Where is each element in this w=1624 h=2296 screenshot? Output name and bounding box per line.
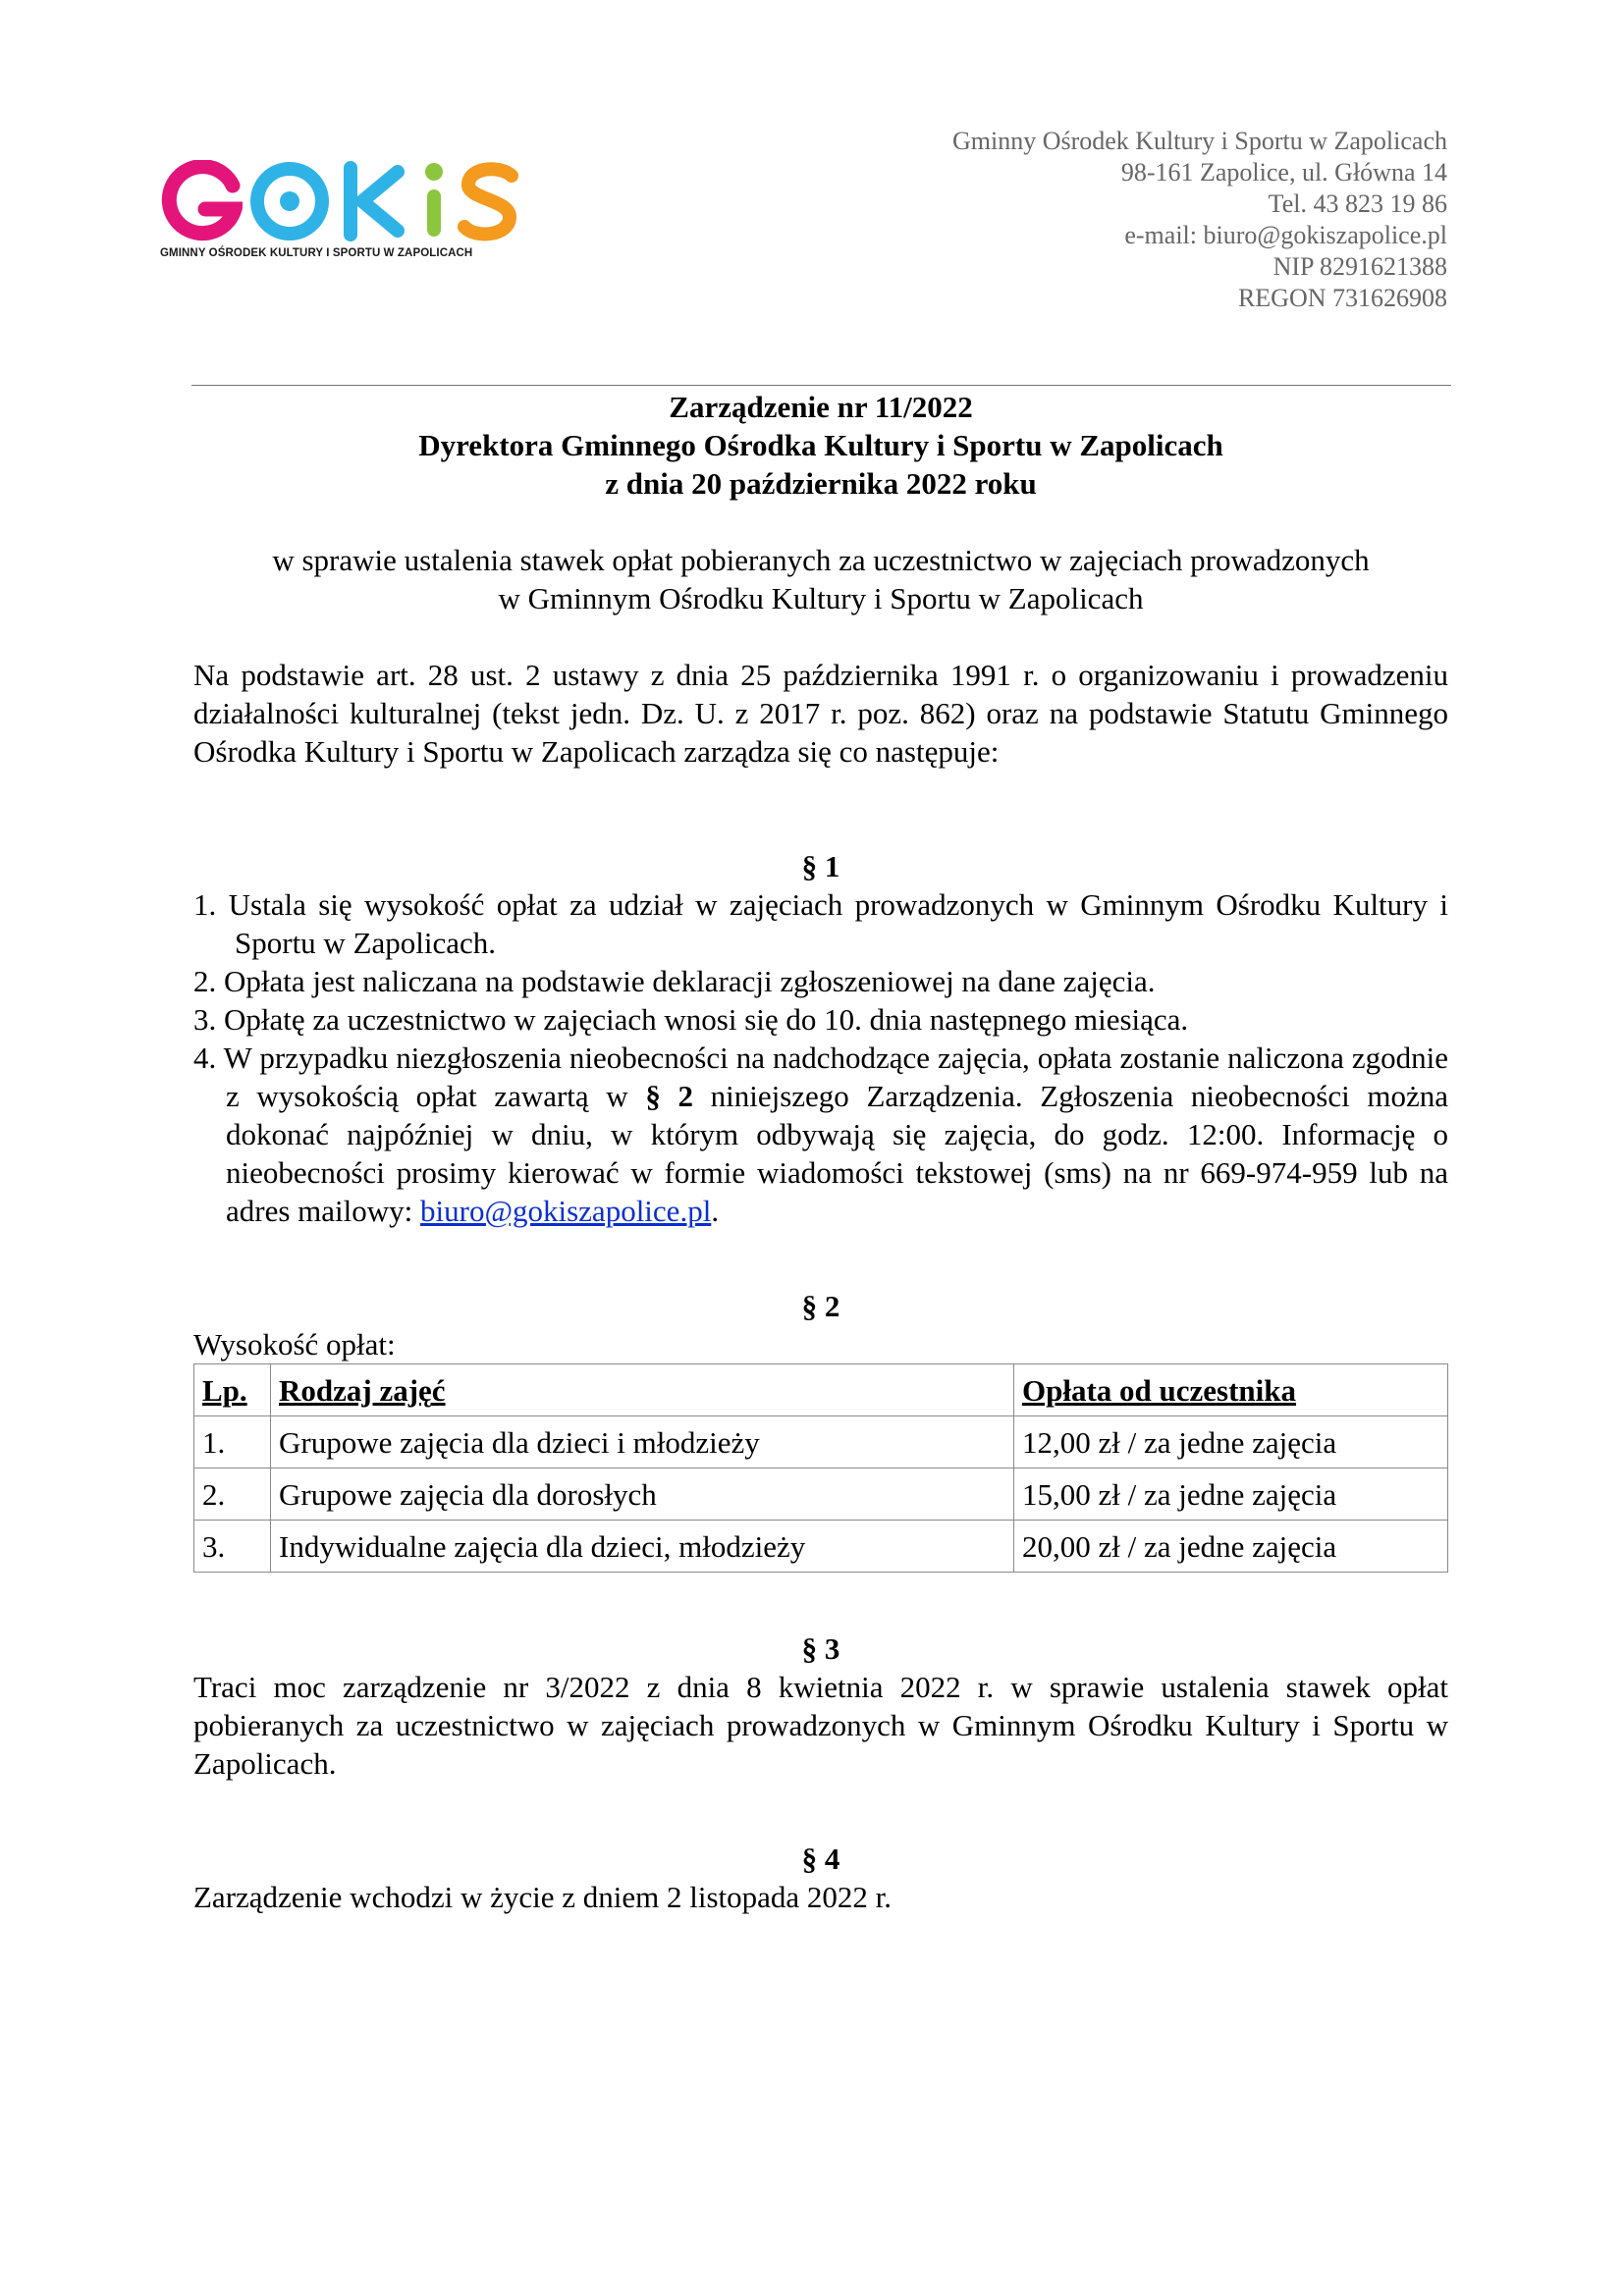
table-row: [194, 1521, 1448, 1573]
logo-i-stem: [427, 189, 441, 237]
row-number: 2.: [194, 1468, 271, 1521]
row-activity: Grupowe zajęcia dla dzieci i młodzieży: [271, 1416, 1014, 1468]
document-title: [193, 388, 1448, 503]
fees-table: [193, 1363, 1448, 1573]
organization-address: 98-161 Zapolice, ul. Główna 14: [1120, 158, 1447, 187]
logo-subtitle: GMINNY OŚRODEK KULTURY I SPORTU W ZAPOLICACH: [160, 247, 473, 259]
row-activity: Grupowe zajęcia dla dorosłych: [271, 1468, 1014, 1521]
row-number: 3.: [194, 1521, 271, 1573]
row-fee: 20,00 zł / za jedne zajęcia: [1014, 1521, 1448, 1573]
logo-o-dot: [280, 191, 299, 211]
title-line-1: Zarządzenie nr 11/2022: [669, 390, 973, 424]
table-row: [194, 1468, 1448, 1521]
fees-table-header: [194, 1364, 1448, 1416]
subject-line-1: w sprawie ustalenia stawek opłat pobieranych za uczestnictwo w zajęciach prowadzonych: [272, 543, 1370, 577]
point-4-text-a: 4. W przypadku niezgłoszenia nieobecności na nadchodzące zajęcia, opłata zostanie naliczona zgodnie z wysokością opłat zawartą w: [193, 1041, 1448, 1113]
logo-letter-o: [248, 160, 331, 242]
section-1-point-2: 2. Opłata jest naliczana na podstawie deklaracji zgłoszeniowej na dane zajęcia.: [193, 964, 1156, 998]
logo-s-shape: [464, 169, 512, 234]
logo-i-dot: [425, 163, 443, 181]
point-4-text-b: niniejszego Zarządzenia. Zgłoszenia nieobecności można dokonać najpóźniej w dniu, w którym odbywają się zajęcia, do godz. 12:00. Informację o nieobecności prosimy kierować w formie wiadomości tekstowej (sms) na nr 669-974-959 lub na adres mailowy:: [226, 1079, 1448, 1228]
organization-email: e-mail: biuro@gokiszapolice.pl: [1124, 221, 1447, 249]
point-4-end: .: [711, 1194, 720, 1228]
header-divider: [191, 385, 1451, 386]
organization-contact-block: [952, 126, 1447, 314]
section-2-heading: § 2: [801, 1289, 840, 1323]
email-link[interactable]: biuro@gokiszapolice.pl: [420, 1194, 712, 1228]
section-1-heading: § 1: [801, 849, 840, 883]
logo-letter-s: [455, 160, 523, 242]
section-4-heading: § 4: [801, 1842, 840, 1876]
organization-name: Gminny Ośrodek Kultury i Sportu w Zapolicach: [951, 127, 1447, 155]
logo-wordmark: [160, 157, 523, 245]
point-4-section-ref: § 2: [645, 1079, 693, 1113]
row-activity: Indywidualne zajęcia dla dzieci, młodzieży: [271, 1521, 1014, 1573]
section-1-point-3: 3. Opłatę za uczestnictwo w zajęciach wnosi się do 10. dnia następnego miesiąca.: [193, 1002, 1189, 1037]
organization-phone: Tel. 43 823 19 86: [1268, 189, 1447, 218]
title-line-2: Dyrektora Gminnego Ośrodka Kultury i Sportu w Zapolicach: [418, 428, 1223, 462]
header-activity-type: Rodzaj zajęć: [271, 1364, 1014, 1416]
fees-intro: Wysokość opłat:: [193, 1327, 396, 1362]
header-lp: Lp.: [194, 1364, 271, 1416]
organization-regon: REGON 731626908: [1237, 284, 1447, 312]
section-3-text: Traci moc zarządzenie nr 3/2022 z dnia 8 kwietnia 2022 r. w sprawie ustalenia stawek opłat pobieranych za uczestnictwo w zajęciach prowadzonych w Gminnym Ośrodku Kultury i Sportu w Zapolicach.: [193, 1670, 1448, 1781]
title-line-3: z dnia 20 października 2022 roku: [605, 466, 1037, 501]
logo: [160, 157, 523, 275]
logo-k-shape: [351, 168, 398, 235]
row-number: 1.: [194, 1416, 271, 1468]
row-fee: 12,00 zł / za jedne zajęcia: [1014, 1416, 1448, 1468]
organization-nip: NIP 8291621388: [1272, 252, 1447, 281]
section-3-heading: § 3: [801, 1631, 840, 1666]
subject-line-2: w Gminnym Ośrodku Kultury i Sportu w Zapolicach: [498, 581, 1144, 615]
document-body: [193, 388, 1448, 1916]
logo-letter-k: [337, 160, 415, 242]
logo-letter-g: [160, 160, 243, 242]
section-1-list: [193, 885, 1448, 1230]
table-row: [194, 1416, 1448, 1468]
section-4-text: Zarządzenie wchodzi w życie z dniem 2 listopada 2022 r.: [193, 1880, 893, 1914]
section-1-point-4: [193, 1039, 1448, 1230]
logo-g-shape: [169, 167, 235, 234]
section-1-point-1: 1. Ustala się wysokość opłat za udział w zajęciach prowadzonych w Gminnym Ośrodku Kultury i Sportu w Zapolicach.: [193, 887, 1448, 960]
row-fee: 15,00 zł / za jedne zajęcia: [1014, 1468, 1448, 1521]
legal-basis-paragraph: Na podstawie art. 28 ust. 2 ustawy z dnia 25 października 1991 r. o organizowaniu i prowadzeniu działalności kulturalnej (tekst jedn. Dz. U. z 2017 r. poz. 862) oraz na podstawie Statutu Gminnego Ośrodka Kultury i Sportu w Zapolicach zarządza się co następuje:: [193, 658, 1448, 769]
logo-letter-i: [419, 160, 449, 242]
header-fee: Opłata od uczestnika: [1014, 1364, 1448, 1416]
document-subject: [193, 541, 1448, 617]
